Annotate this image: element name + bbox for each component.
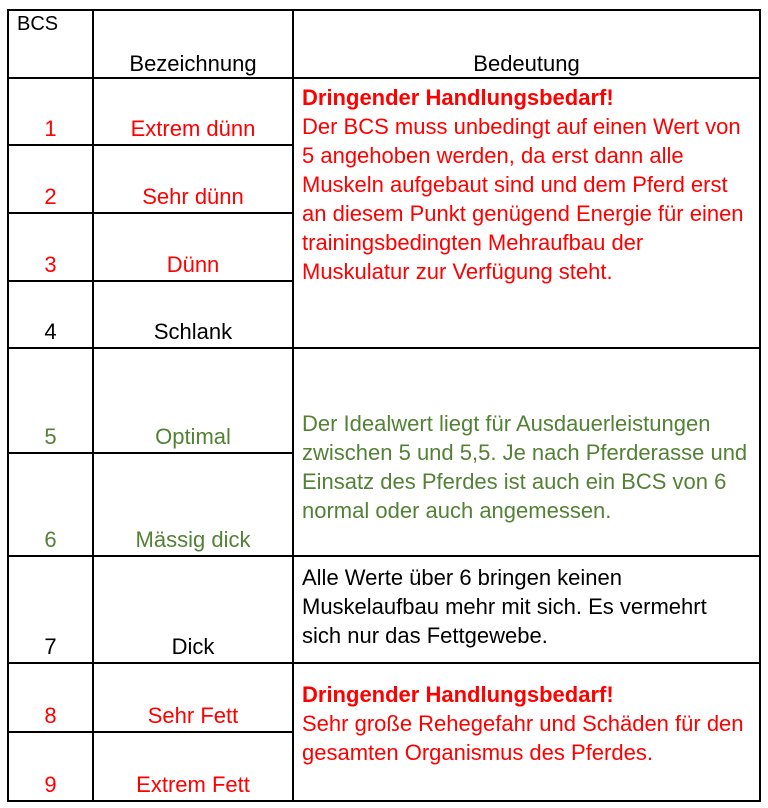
table-row bbox=[8, 663, 760, 732]
bcs-number: 1 bbox=[8, 78, 93, 145]
meaning-text: Der Idealwert liegt für Ausdauerleistungen zwischen 5 und 5,5. Je nach Pferderasse und Einsatz des Pferdes ist auch ein BCS von 6 normal oder auch angemessen. bbox=[302, 411, 748, 523]
urgent-title: Dringender Handlungsbedarf! bbox=[302, 682, 614, 707]
table-row bbox=[8, 78, 760, 145]
bcs-label: Extrem dünn bbox=[93, 78, 293, 145]
bcs-number: 3 bbox=[8, 213, 93, 281]
bcs-label: Dünn bbox=[93, 213, 293, 281]
bcs-label: Sehr dünn bbox=[93, 145, 293, 213]
bcs-table bbox=[7, 9, 761, 802]
meaning-text: Sehr große Rehegefahr und Schäden für den gesamten Organismus des Pferdes. bbox=[302, 711, 744, 765]
bcs-label: Sehr Fett bbox=[93, 663, 293, 732]
bcs-number: 9 bbox=[8, 732, 93, 801]
bcs-label: Optimal bbox=[93, 348, 293, 453]
bcs-label: Schlank bbox=[93, 281, 293, 348]
bcs-number: 6 bbox=[8, 453, 93, 556]
table-row bbox=[8, 556, 760, 663]
meaning-cell-1 bbox=[293, 78, 760, 348]
header-bcs: BCS bbox=[8, 10, 93, 78]
bcs-number: 2 bbox=[8, 145, 93, 213]
bcs-label: Dick bbox=[93, 556, 293, 663]
urgent-title: Dringender Handlungsbedarf! bbox=[302, 85, 614, 110]
meaning-text: Alle Werte über 6 bringen keinen Muskelaufbau mehr mit sich. Es vermehrt sich nur das Fettgewebe. bbox=[302, 565, 707, 648]
header-row bbox=[8, 10, 760, 78]
meaning-cell-4 bbox=[293, 663, 760, 801]
meaning-cell-2 bbox=[293, 348, 760, 556]
bcs-number: 7 bbox=[8, 556, 93, 663]
table-row bbox=[8, 348, 760, 453]
bcs-label: Mässig dick bbox=[93, 453, 293, 556]
header-bedeutung: Bedeutung bbox=[293, 10, 760, 78]
meaning-text: Der BCS muss unbedingt auf einen Wert von 5 angehoben werden, da erst dann alle Muskeln aufgebaut sind und dem Pferd erst an diesem Punkt genügend Energie für einen trainingsbedingten Mehraufbau der Muskulatur zur Verfügung steht. bbox=[302, 114, 744, 284]
header-bezeichnung: Bezeichnung bbox=[93, 10, 293, 78]
bcs-number: 8 bbox=[8, 663, 93, 732]
bcs-number: 5 bbox=[8, 348, 93, 453]
bcs-number: 4 bbox=[8, 281, 93, 348]
meaning-cell-3 bbox=[293, 556, 760, 663]
bcs-label: Extrem Fett bbox=[93, 732, 293, 801]
